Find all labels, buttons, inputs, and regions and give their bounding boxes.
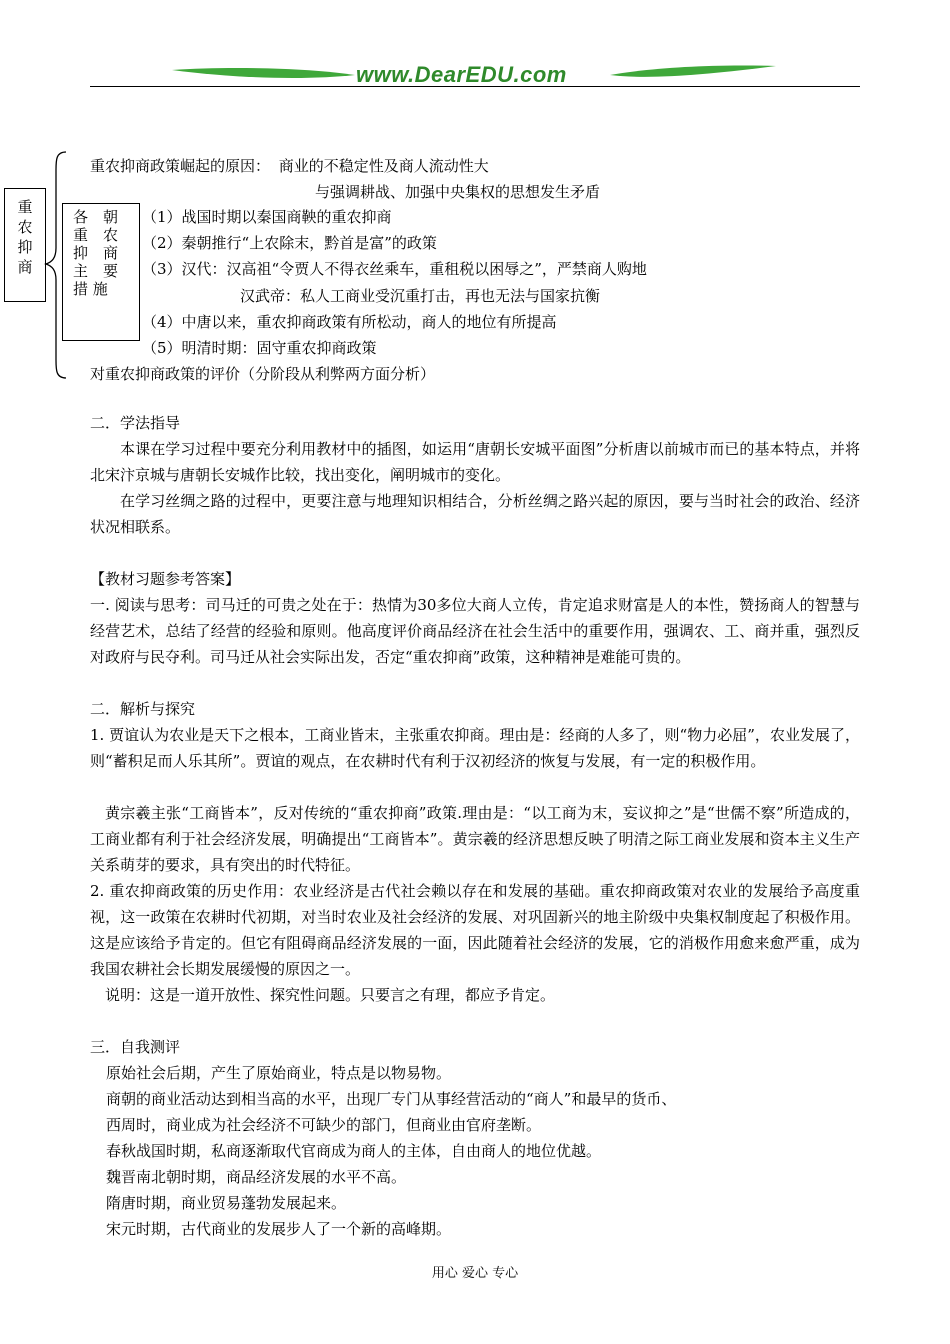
measures-label: 各 朝 重 农 抑 商 主 要 措 施 bbox=[73, 208, 119, 298]
selftest-item: 魏晋南北朝时期，商品经济发展的水平不高。 bbox=[106, 1168, 407, 1186]
site-name: www.DearEDU.com bbox=[356, 62, 567, 87]
selftest-heading: 三．自我测评 bbox=[90, 1038, 181, 1056]
reason-2: 与强调耕战、加强中央集权的思想发生矛盾 bbox=[315, 183, 601, 201]
study-paragraph-2: 在学习丝绸之路的过程中，更要注意与地理知识相结合，分析丝绸之路兴起的原因，要与当时社会的政治、经济状况相联系。 bbox=[90, 492, 860, 536]
analysis-paragraph-3: 2. 重农抑商政策的历史作用：农业经济是古代社会赖以存在和发展的基础。重农抑商政策对农业的发展给予高度重视，这一政策在农耕时代初期，对当时农业及社会经济的发展、对巩固新兴的地主阶级中央集权制度起了积极作用。这是应该给予肯定的。但它有阻碍商品经济发展的一面，因此随着社会经济的发展，它的消极作用愈来愈严重，成为我国农耕社会长期发展缓慢的原因之一。 bbox=[90, 882, 860, 978]
reason-1: 商业的不稳定性及商人流动性大 bbox=[278, 157, 489, 175]
selftest-item: 商朝的商业活动达到相当高的水平，出现厂专门从事经营活动的“商人”和最早的货币、 bbox=[106, 1090, 677, 1108]
study-paragraph-1: 本课在学习过程中要充分利用教材中的插图，如运用“唐朝长安城平面图”分析唐以前城市而已的基本特点，并将北宋汴京城与唐朝长安城作比较，找出变化，阐明城市的变化。 bbox=[90, 440, 860, 484]
study-heading: 二．学法指导 bbox=[90, 414, 181, 432]
measure-4: （4）中唐以来，重农抑商政策有所松动，商人的地位有所提高 bbox=[142, 313, 557, 331]
evaluation-line: 对重农抑商政策的评价（分阶段从利弊两方面分析） bbox=[90, 365, 436, 383]
answers-paragraph-1: 一. 阅读与思考：司马迁的可贵之处在于：热情为30多位大商人立传，肯定追求财富是人的本性，赞扬商人的智慧与经营艺术，总结了经营的经验和原则。他高度评价商品经济在社会生活中的重要作用，强调农、工、商并重，强烈反对政府与民夺利。司马迁从社会实际出发，否定“重农抑商”政策，这种精神是难能可贵的。 bbox=[90, 596, 860, 666]
topic-label-box bbox=[4, 188, 46, 302]
measure-2: （2）秦朝推行“上农除末，黔首是富”的政策 bbox=[142, 234, 437, 252]
reason-label: 重农抑商政策崛起的原因： bbox=[90, 157, 271, 175]
measure-5: （5）明清时期：固守重农抑商政策 bbox=[142, 339, 377, 357]
measure-3: （3）汉代：汉高祖“令贾人不得衣丝乘车，重租税以困辱之”，严禁商人购地 bbox=[142, 260, 647, 278]
analysis-heading: 二．解析与探究 bbox=[90, 700, 196, 718]
measure-3-sub: 汉武帝：私人工商业受沉重打击，再也无法与国家抗衡 bbox=[240, 287, 601, 305]
analysis-note: 说明：这是一道开放性、探究性问题。只要言之有理，都应予肯定。 bbox=[105, 986, 556, 1004]
analysis-paragraph-1: 1. 贾谊认为农业是天下之根本，工商业皆末，主张重农抑商。理由是：经商的人多了，则“物力必屈”，农业发展了，则“蓄积足而人乐其所”。贾谊的观点，在农耕时代有利于汉初经济的恢复与发展，有一定的积极作用。 bbox=[90, 726, 860, 770]
selftest-item: 隋唐时期，商业贸易蓬勃发展起来。 bbox=[106, 1194, 347, 1212]
selftest-item: 原始社会后期，产生了原始商业，特点是以物易物。 bbox=[106, 1064, 452, 1082]
analysis-paragraph-2: 黄宗羲主张“工商皆本”，反对传统的“重农抑商”政策.理由是：“以工商为末，妄议抑之”是“世儒不察”所造成的，工商业都有利于社会经济发展，明确提出“工商皆本”。黄宗羲的经济思想反映了明清之际工商业发展和资本主义生产关系萌芽的要求，具有突出的时代特征。 bbox=[90, 804, 860, 874]
measures-label-box bbox=[62, 203, 140, 341]
topic-label: 重 农 抑 商 bbox=[17, 198, 33, 276]
selftest-item: 春秋战国时期，私商逐渐取代官商成为商人的主体，自由商人的地位优越。 bbox=[106, 1142, 602, 1160]
page-footer: 用心 爱心 专心 bbox=[431, 1266, 519, 1281]
header-rule bbox=[90, 86, 860, 87]
selftest-item: 西周时，商业成为社会经济不可缺少的部门，但商业由官府垄断。 bbox=[106, 1116, 542, 1134]
selftest-item: 宋元时期，古代商业的发展步人了一个新的高峰期。 bbox=[106, 1220, 452, 1238]
reason-row bbox=[90, 155, 489, 176]
answers-heading: 【教材习题参考答案】 bbox=[90, 570, 241, 588]
measure-1: （1）战国时期以秦国商鞅的重农抑商 bbox=[142, 208, 392, 226]
